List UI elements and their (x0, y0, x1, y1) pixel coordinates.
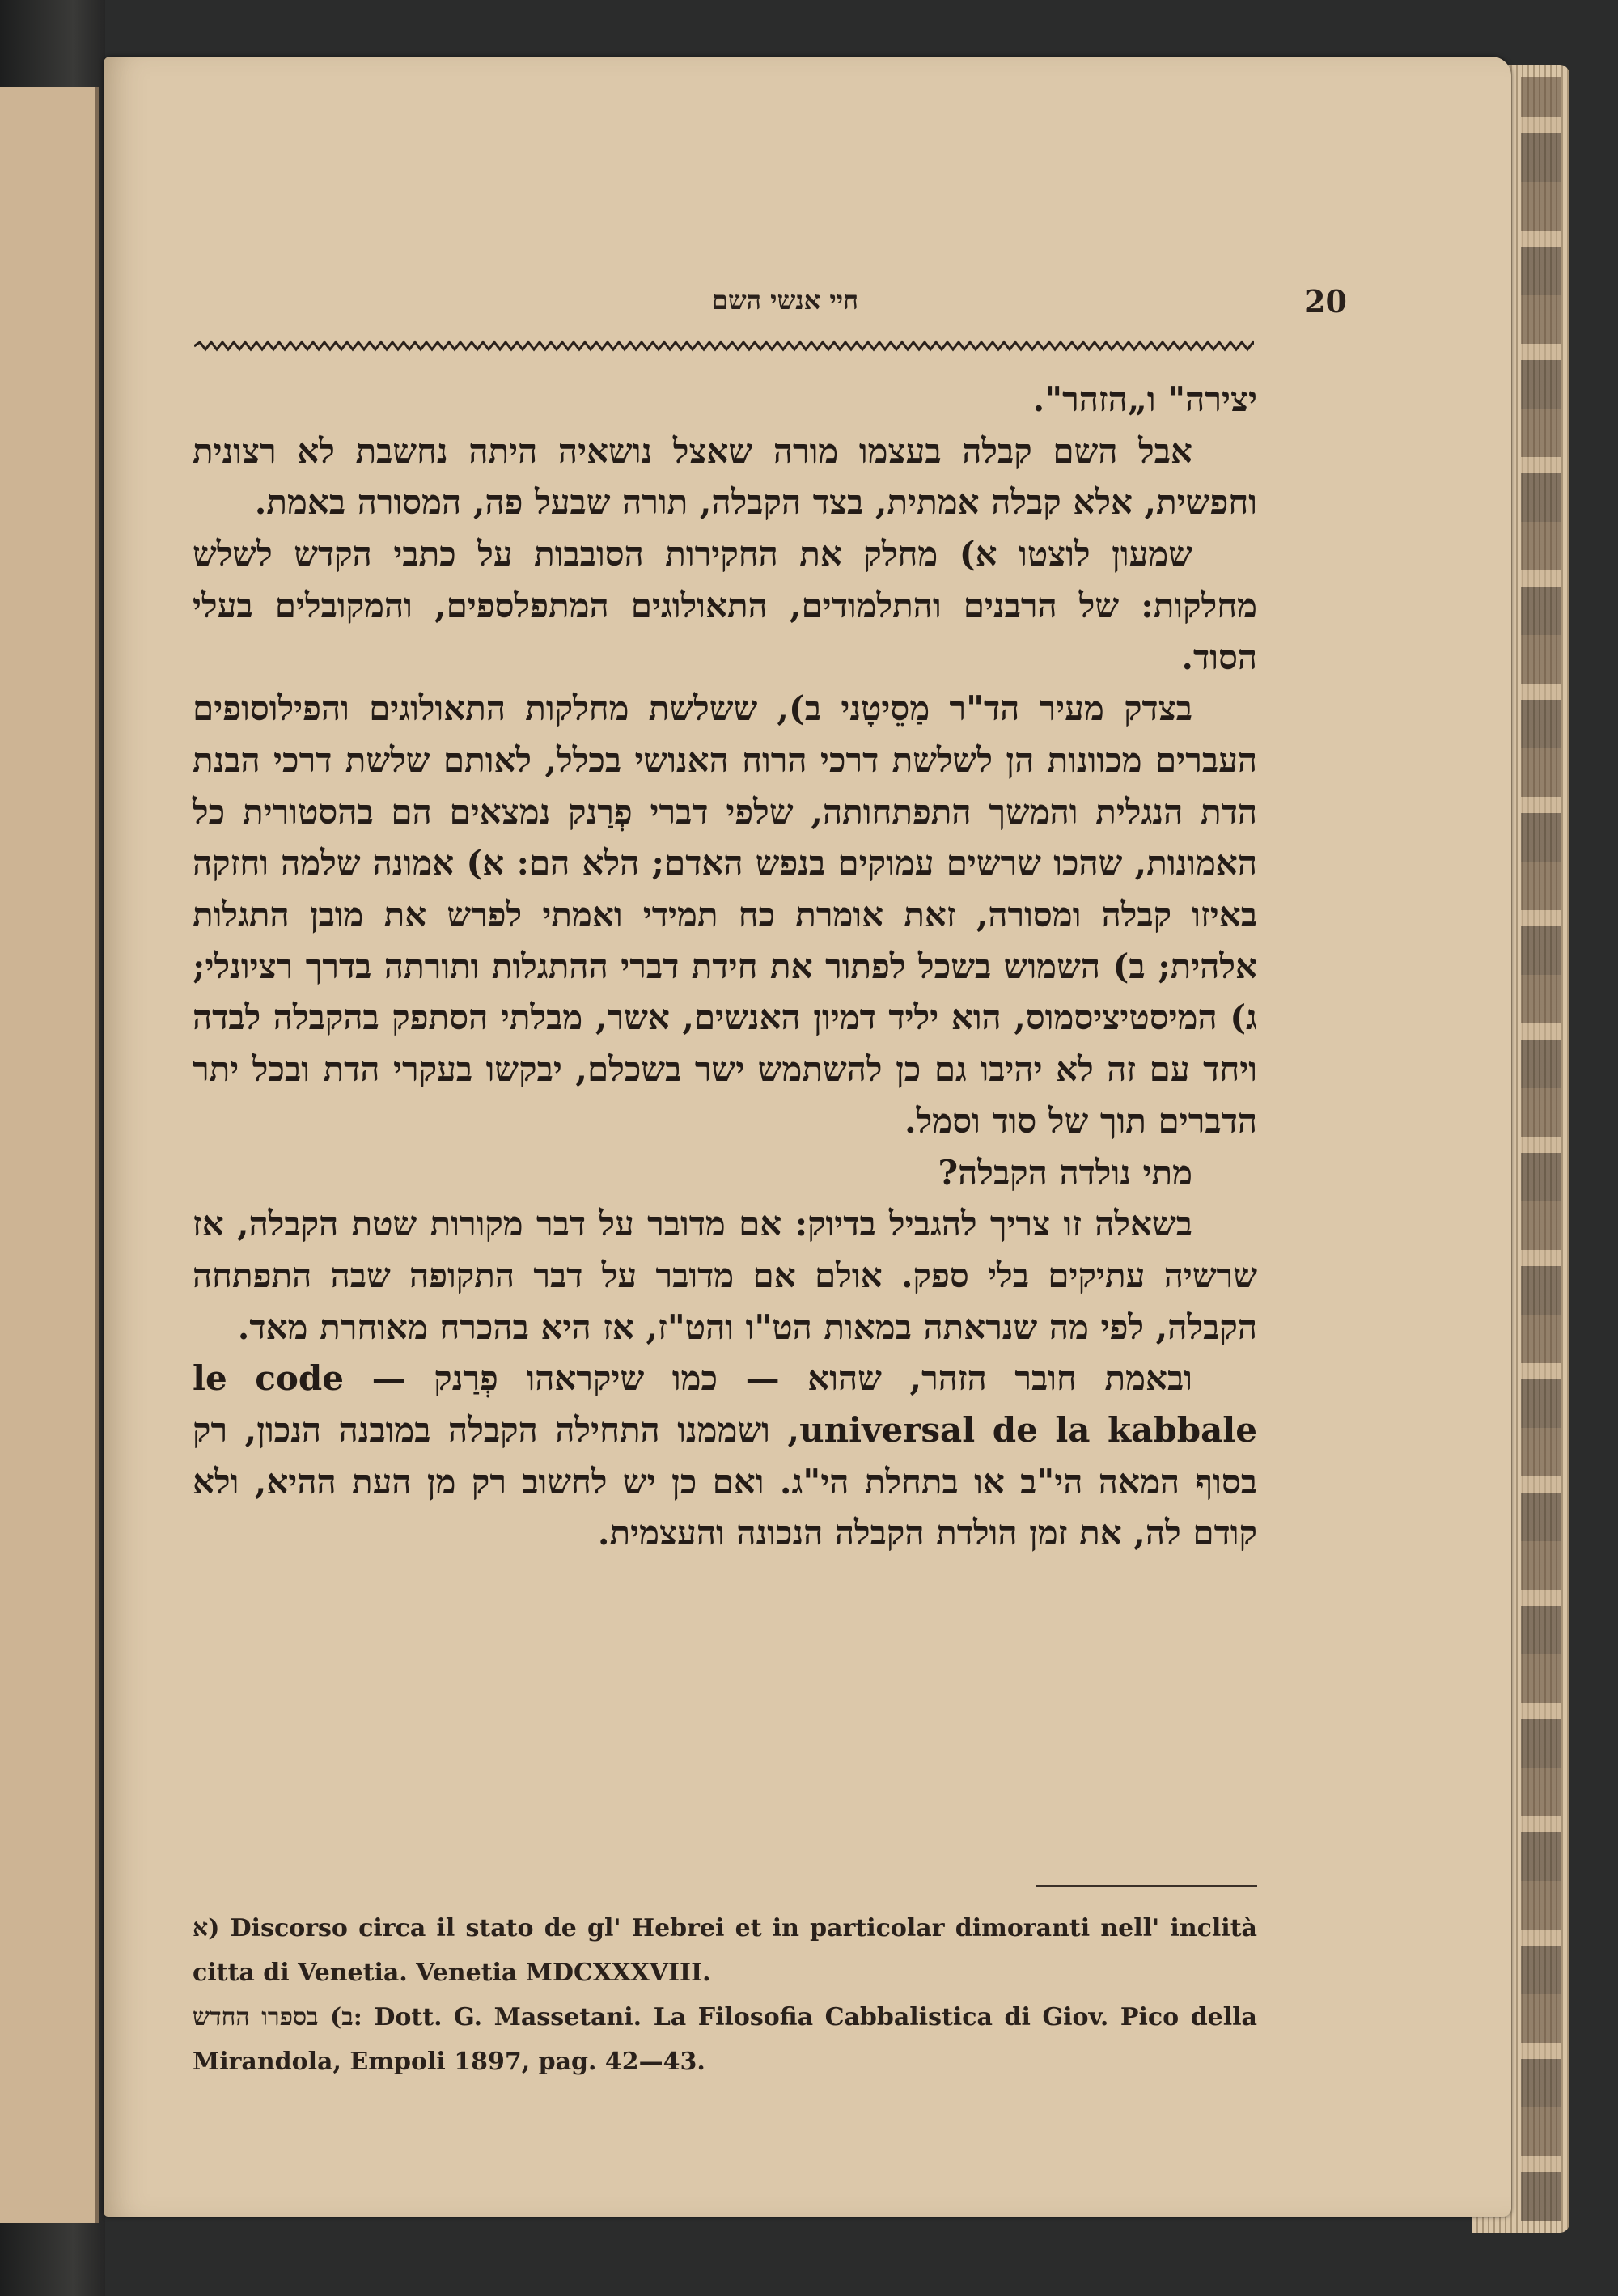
footnote-divider (1036, 1885, 1257, 1887)
paragraph: מתי נולדה הקבלה? (938, 1152, 1192, 1192)
book-cover-edge (1521, 77, 1561, 2221)
running-head: חיי אנשי השם (712, 285, 859, 316)
previous-page-edge (0, 87, 99, 2223)
paragraph: יצירה" ו„הזהר". (1032, 379, 1257, 419)
footnote: א) Discorso circa il stato de gl' Hebrei et in particolar dimoranti nell' inclità citta di Venetia. Venetia MDCXXXVIII. (193, 1914, 1257, 1987)
footnote: ב) בספרו החדש: Dott. G. Massetani. La Filosofia Cabbalistica di Giov. Pico della Mirandola, Empoli 1897, pag. 42—43. (193, 2003, 1257, 2076)
wavy-divider (194, 340, 1254, 353)
paragraph: אבל השם קבלה בעצמו מורה שאצל נושאיה היתה נחשבת לא רצונית וחפשית, אלא קבלה אמתית, בצד הקבלה, תורה שבעל פה, המסורה באמת. (193, 430, 1257, 523)
paragraph: בצדק מעיר הד"ר מַסֵיטָני ב), ששלשת מחלקות התאולוגים והפילוסופים העברים מכוונות הן לשלשת דרכי הרוח האנושי בכלל, לאותם שלשת דרכי הבנת הדת הנגלית והמשך התפתחותה, שלפי דברי פְרַנק נמצאים הם בהסטורית כל האמונות, שהכו שרשים עמוקים בנפש האדם; הלא הם: א) אמונה שלמה וחזקה באיזו קבלה ומסורה, זאת אומרת כח תמידי ואמתי לפרש את מובן התגלות אלהית; ב) השמוש בשכל לפתור את חידת דברי ההתגלות ותורתה בדרך רציונלי; ג) המיסטיציסמוס, הוא יליד דמיון האנשים, אשר, מבלתי הסתפק בהקבלה לבדה ויחד עם זה לא יהיבו גם כן להשתמש ישר בשכלם, יבקשו בעקרי הדת ובכל יתר הדברים תוך של סוד וסמל. (193, 688, 1257, 1141)
paragraph: ובאמת חובר הזהר, שהוא — כמו שיקראהו פְרַנק — le code universal de la kabbale, ושממנו התחילה הקבלה במובנה הנכון, רק בסוף המאה הי"ב או בתחלת הי"ג. ואם כן יש לחשוב רק מן העת ההיא, ולא קודם לה, את זמן הולדת הקבלה הנכונה והעצמית. (193, 1358, 1257, 1553)
paragraph: שמעון לוצטו א) מחלק את החקירות הסובבות על כתבי הקדש לשלש מחלקות: של הרבנים והתלמודים, התאולוגים המתפלספים, והמקובלים בעלי הסוד. (193, 534, 1257, 677)
body-text (193, 374, 1257, 1559)
footnotes (193, 1906, 1257, 2084)
paragraph: בשאלה זו צריך להגביל בדיוק: אם מדובר על דבר מקורות שטת הקבלה, אז שרשיה עתיקים בלי ספק. אולם אם מדובר על דבר התקופה שבה התפתחה הקבלה, לפי מה שנראתה במאות הט"ו והט"ז, אז היא בהכרח מאוחרת מאד. (193, 1204, 1257, 1347)
page-number: 20 (1304, 283, 1347, 320)
page-header (194, 283, 1347, 332)
